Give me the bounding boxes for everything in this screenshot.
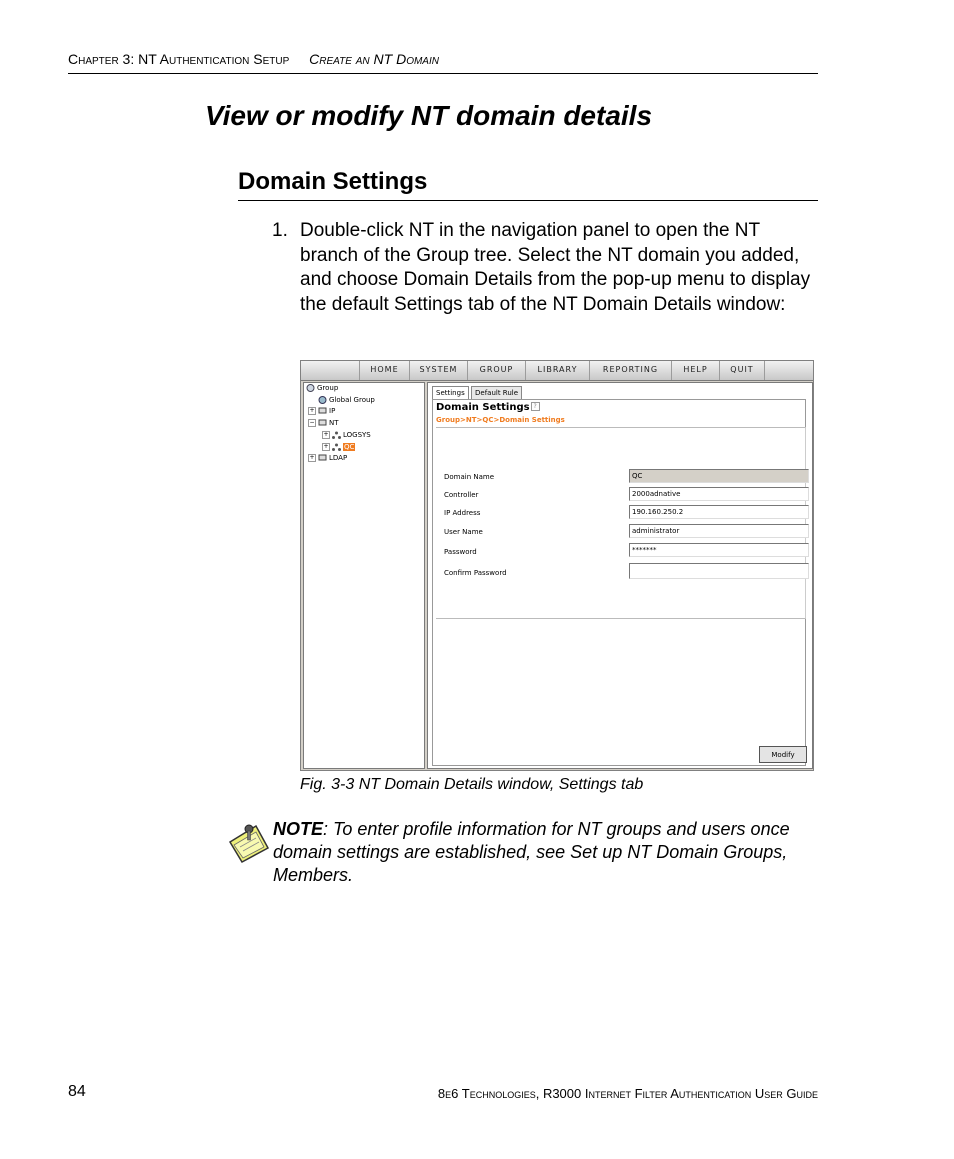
expand-icon[interactable]: + (323, 443, 329, 450)
tree-node-group[interactable] (306, 383, 338, 393)
tab-settings[interactable]: Settings (432, 386, 469, 400)
form-title-text: Domain Settings (436, 402, 530, 413)
tree-label-ip: IP (329, 407, 336, 415)
menu-home[interactable]: HOME (359, 361, 409, 380)
menu-system[interactable]: SYSTEM (409, 361, 467, 380)
expand-icon[interactable]: + (309, 407, 315, 414)
expand-icon[interactable]: + (309, 454, 315, 461)
page-title: View or modify NT domain details (205, 100, 653, 131)
section-title: Create an NT Domain (309, 51, 439, 67)
network-icon (318, 407, 327, 415)
user-name-field[interactable] (629, 524, 809, 538)
expand-icon[interactable]: + (323, 431, 329, 438)
tree-node-qc[interactable] (322, 442, 355, 452)
step-number: 1. (272, 220, 288, 241)
tree-label-global-group: Global Group (329, 396, 375, 404)
menu-quit[interactable]: QUIT (719, 361, 765, 380)
settings-form (436, 427, 806, 619)
figure-caption: Fig. 3-3 NT Domain Details window, Settings tab (300, 776, 644, 793)
ip-address-label: IP Address (444, 509, 481, 517)
tree-node-nt[interactable] (308, 418, 339, 428)
note-label: NOTE (273, 819, 324, 839)
menu-group[interactable]: GROUP (467, 361, 525, 380)
tree-label-ldap: LDAP (329, 454, 348, 462)
network-icon (318, 419, 327, 427)
breadcrumb: Group>NT>QC>Domain Settings (436, 416, 565, 424)
controller-field[interactable] (629, 487, 809, 501)
page-number: 84 (68, 1083, 86, 1100)
user-name-label: User Name (444, 528, 483, 536)
menu-help[interactable]: HELP (671, 361, 719, 380)
running-footer: 8e6 Technologies, R3000 Internet Filter Authentication User Guide (437, 1086, 818, 1101)
password-label: Password (444, 548, 477, 556)
tree-node-global-group[interactable] (318, 395, 375, 405)
confirm-password-label: Confirm Password (444, 569, 507, 577)
tree-node-logsys[interactable] (322, 430, 371, 440)
running-header (68, 51, 818, 74)
tree-label-qc: QC (344, 443, 355, 451)
domain-icon (332, 431, 341, 439)
globe-icon (318, 396, 327, 404)
main-panel (427, 382, 813, 769)
domain-name-label: Domain Name (444, 473, 495, 481)
confirm-password-field[interactable] (629, 563, 809, 579)
note-body: : To enter profile information for NT groups and users once domain settings are established, see Set up NT Domain Groups, Members. (273, 819, 790, 885)
settings-content (432, 399, 806, 766)
menu-reporting[interactable]: REPORTING (589, 361, 671, 380)
nt-domain-details-window (300, 360, 814, 771)
collapse-icon[interactable]: − (309, 419, 315, 426)
help-icon[interactable]: ? (531, 402, 540, 411)
section-heading: Domain Settings (238, 168, 818, 201)
network-icon (318, 454, 327, 462)
tree-node-ldap[interactable] (308, 453, 347, 463)
form-title (436, 402, 540, 413)
password-field[interactable] (629, 543, 809, 557)
chapter-title: Chapter 3: NT Authentication Setup (68, 51, 290, 67)
menu-library[interactable]: LIBRARY (525, 361, 589, 380)
tab-default-rule[interactable]: Default Rule (471, 386, 522, 399)
domain-name-field (629, 469, 809, 483)
tree-label-group: Group (317, 384, 339, 392)
navigation-panel (303, 382, 425, 769)
note (273, 818, 818, 887)
menu-bar (301, 361, 813, 381)
ip-address-field[interactable] (629, 505, 809, 519)
tree-label-logsys: LOGSYS (343, 431, 371, 439)
modify-button[interactable]: Modify (759, 746, 807, 763)
tree-label-nt: NT (329, 419, 339, 427)
controller-label: Controller (444, 491, 479, 499)
domain-icon (332, 443, 341, 451)
group-icon (306, 384, 315, 392)
note-pad-icon (226, 820, 272, 866)
tree-node-ip[interactable] (308, 406, 335, 416)
step-text: Double-click NT in the navigation panel to open the NT branch of the Group tree. Select the NT domain you added, and choose Domain Details from the pop-up menu to display the default Settings tab of the NT Domain Details window: (300, 220, 811, 315)
